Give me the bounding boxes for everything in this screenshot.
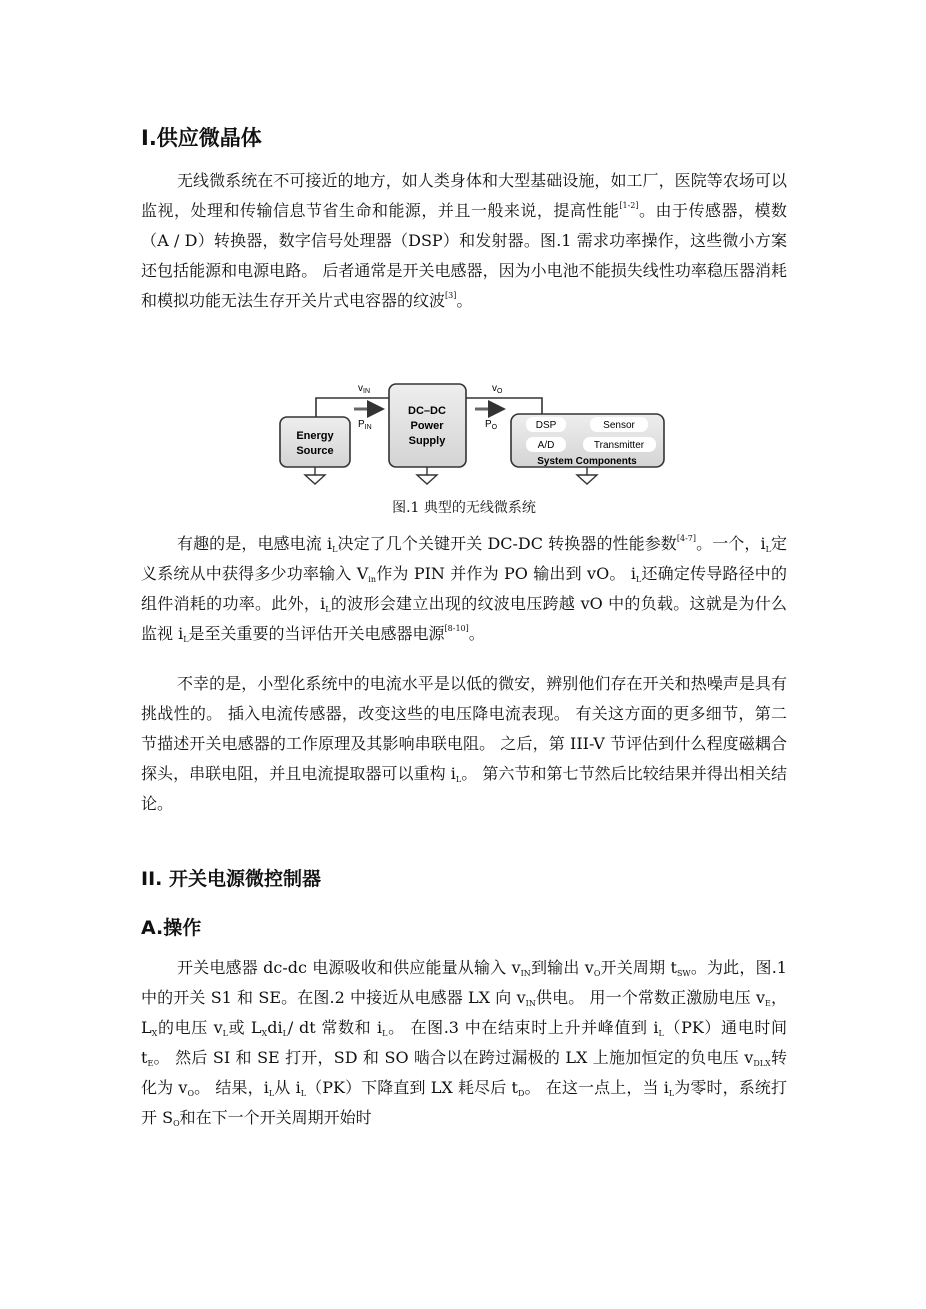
citation: [8-10] — [444, 624, 469, 633]
paragraph-2: 有趣的是，电感电流 $i_L$决定了几个关键开关 DC-DC 转换器的性能参数[4-7]。一个，$i_L$定义系统从中获得多少功率输入 $V_{in}$作为 PIN 并作为 PO 输出到 vO。 $i_L$还确定传导路径中的组件消耗的功率。此外，$i_L$的波形会建立出现的纹波电压跨越 vO 中的负载。这就是为什么监视 $i_L$是至关重要的当评估开关电感器电源[8-10]。 — [141, 534, 787, 644]
sensor-label: Sensor — [603, 420, 635, 431]
figure-1-diagram — [270, 374, 670, 492]
v-in-label: $v_{IN}$ — [358, 383, 370, 395]
ad-label: A/D — [537, 440, 555, 451]
output-wire — [466, 398, 542, 414]
paragraph-1: 无线微系统在不可接近的地方，如人类身体和大型基础设施，如工厂，医院等农场可以监视，处理和传输信息节省生命和能源，并且一般来说，提高性能[1-2]。由于传感器，模数（A / D）转换器，数字信号处理器（DSP）和发射器。图.1 需求功率操作，这些微小方案还包括能源和电源电路。 后者通常是开关电感器，因为小电池不能损失线性功率稳压器消耗和模拟功能无法生存开关片式电容器的纹波[3]。 — [141, 171, 787, 310]
subsection-heading-a: A.操作 — [141, 917, 202, 939]
p-o-label: $P_O$ — [485, 419, 498, 431]
ground-symbol — [577, 475, 597, 484]
dsp-label: DSP — [535, 420, 557, 431]
dcdc-label-3: Supply — [408, 435, 446, 447]
ground-symbol — [417, 475, 437, 484]
section-heading-2: II. 开关电源微控制器 — [141, 868, 321, 890]
citation: [4-7] — [676, 534, 697, 543]
energy-label-1: Energy — [296, 430, 334, 442]
citation: [3] — [445, 291, 457, 300]
figure-caption: 图.1 典型的无线微系统 — [392, 500, 536, 516]
v-o-label: $v_O$ — [492, 383, 503, 395]
citation: [1-2] — [619, 201, 639, 210]
energy-label-2: Source — [296, 445, 334, 457]
dcdc-label-1: DC–DC — [408, 405, 446, 417]
ground-symbol — [305, 475, 325, 484]
paragraph-3: 不幸的是，小型化系统中的电流水平是以低的微安，辨别他们存在开关和热噪声是具有挑战性的。 插入电流传感器，改变这些的电压降电流表现。 有关这方面的更多细节，第二节描述开关电感器的工作原理及其影响串联电阻。 之后，第 III-V 节评估到什么程度磁耦合探头，串联电阻，并且电流提取器可以重构 $i_L$。 第六节和第七节然后比较结果并得出相关结论。 — [141, 674, 787, 813]
paragraph-4: 开关电感器 dc-dc 电源吸收和供应能量从输入 $v_{IN}$到输出 $v_O$开关周期 $t_{SW}$。为此，图.1 中的开关 S1 和 SE。在图.2 中接近从电感器 LX 向 $v_{IN}$供电。 用一个常数正激励电压 $v_E$，$L_X$的电压 $v_L$或 $L_Xdi_L/$ dt 常数和 $i_L$。 在图.3 中在结束时上升并峰值到 $i_L(PK)$通电时间 $t_E$。 然后 SI 和 SE 打开，SD 和 SO 啮合以在跨过漏极的 LX 上施加恒定的负电压 $v_{DLX}$转化为 $v_O$。 结果，$i_L$从 $i_L(PK)$下降直到 LX 耗尽后 $t_D$。 在这一点上，当 $i_L$为零时，系统打开 $S_O$和在下一个开关周期开始时 — [141, 958, 787, 1128]
dcdc-label-2: Power — [410, 420, 444, 432]
section-heading-1: I.供应微晶体 — [141, 126, 262, 150]
p-in-label: $P_{IN}$ — [358, 419, 372, 431]
energy-source-block — [280, 417, 350, 467]
system-components-label: System Components — [537, 456, 637, 467]
transmitter-label: Transmitter — [593, 440, 645, 451]
